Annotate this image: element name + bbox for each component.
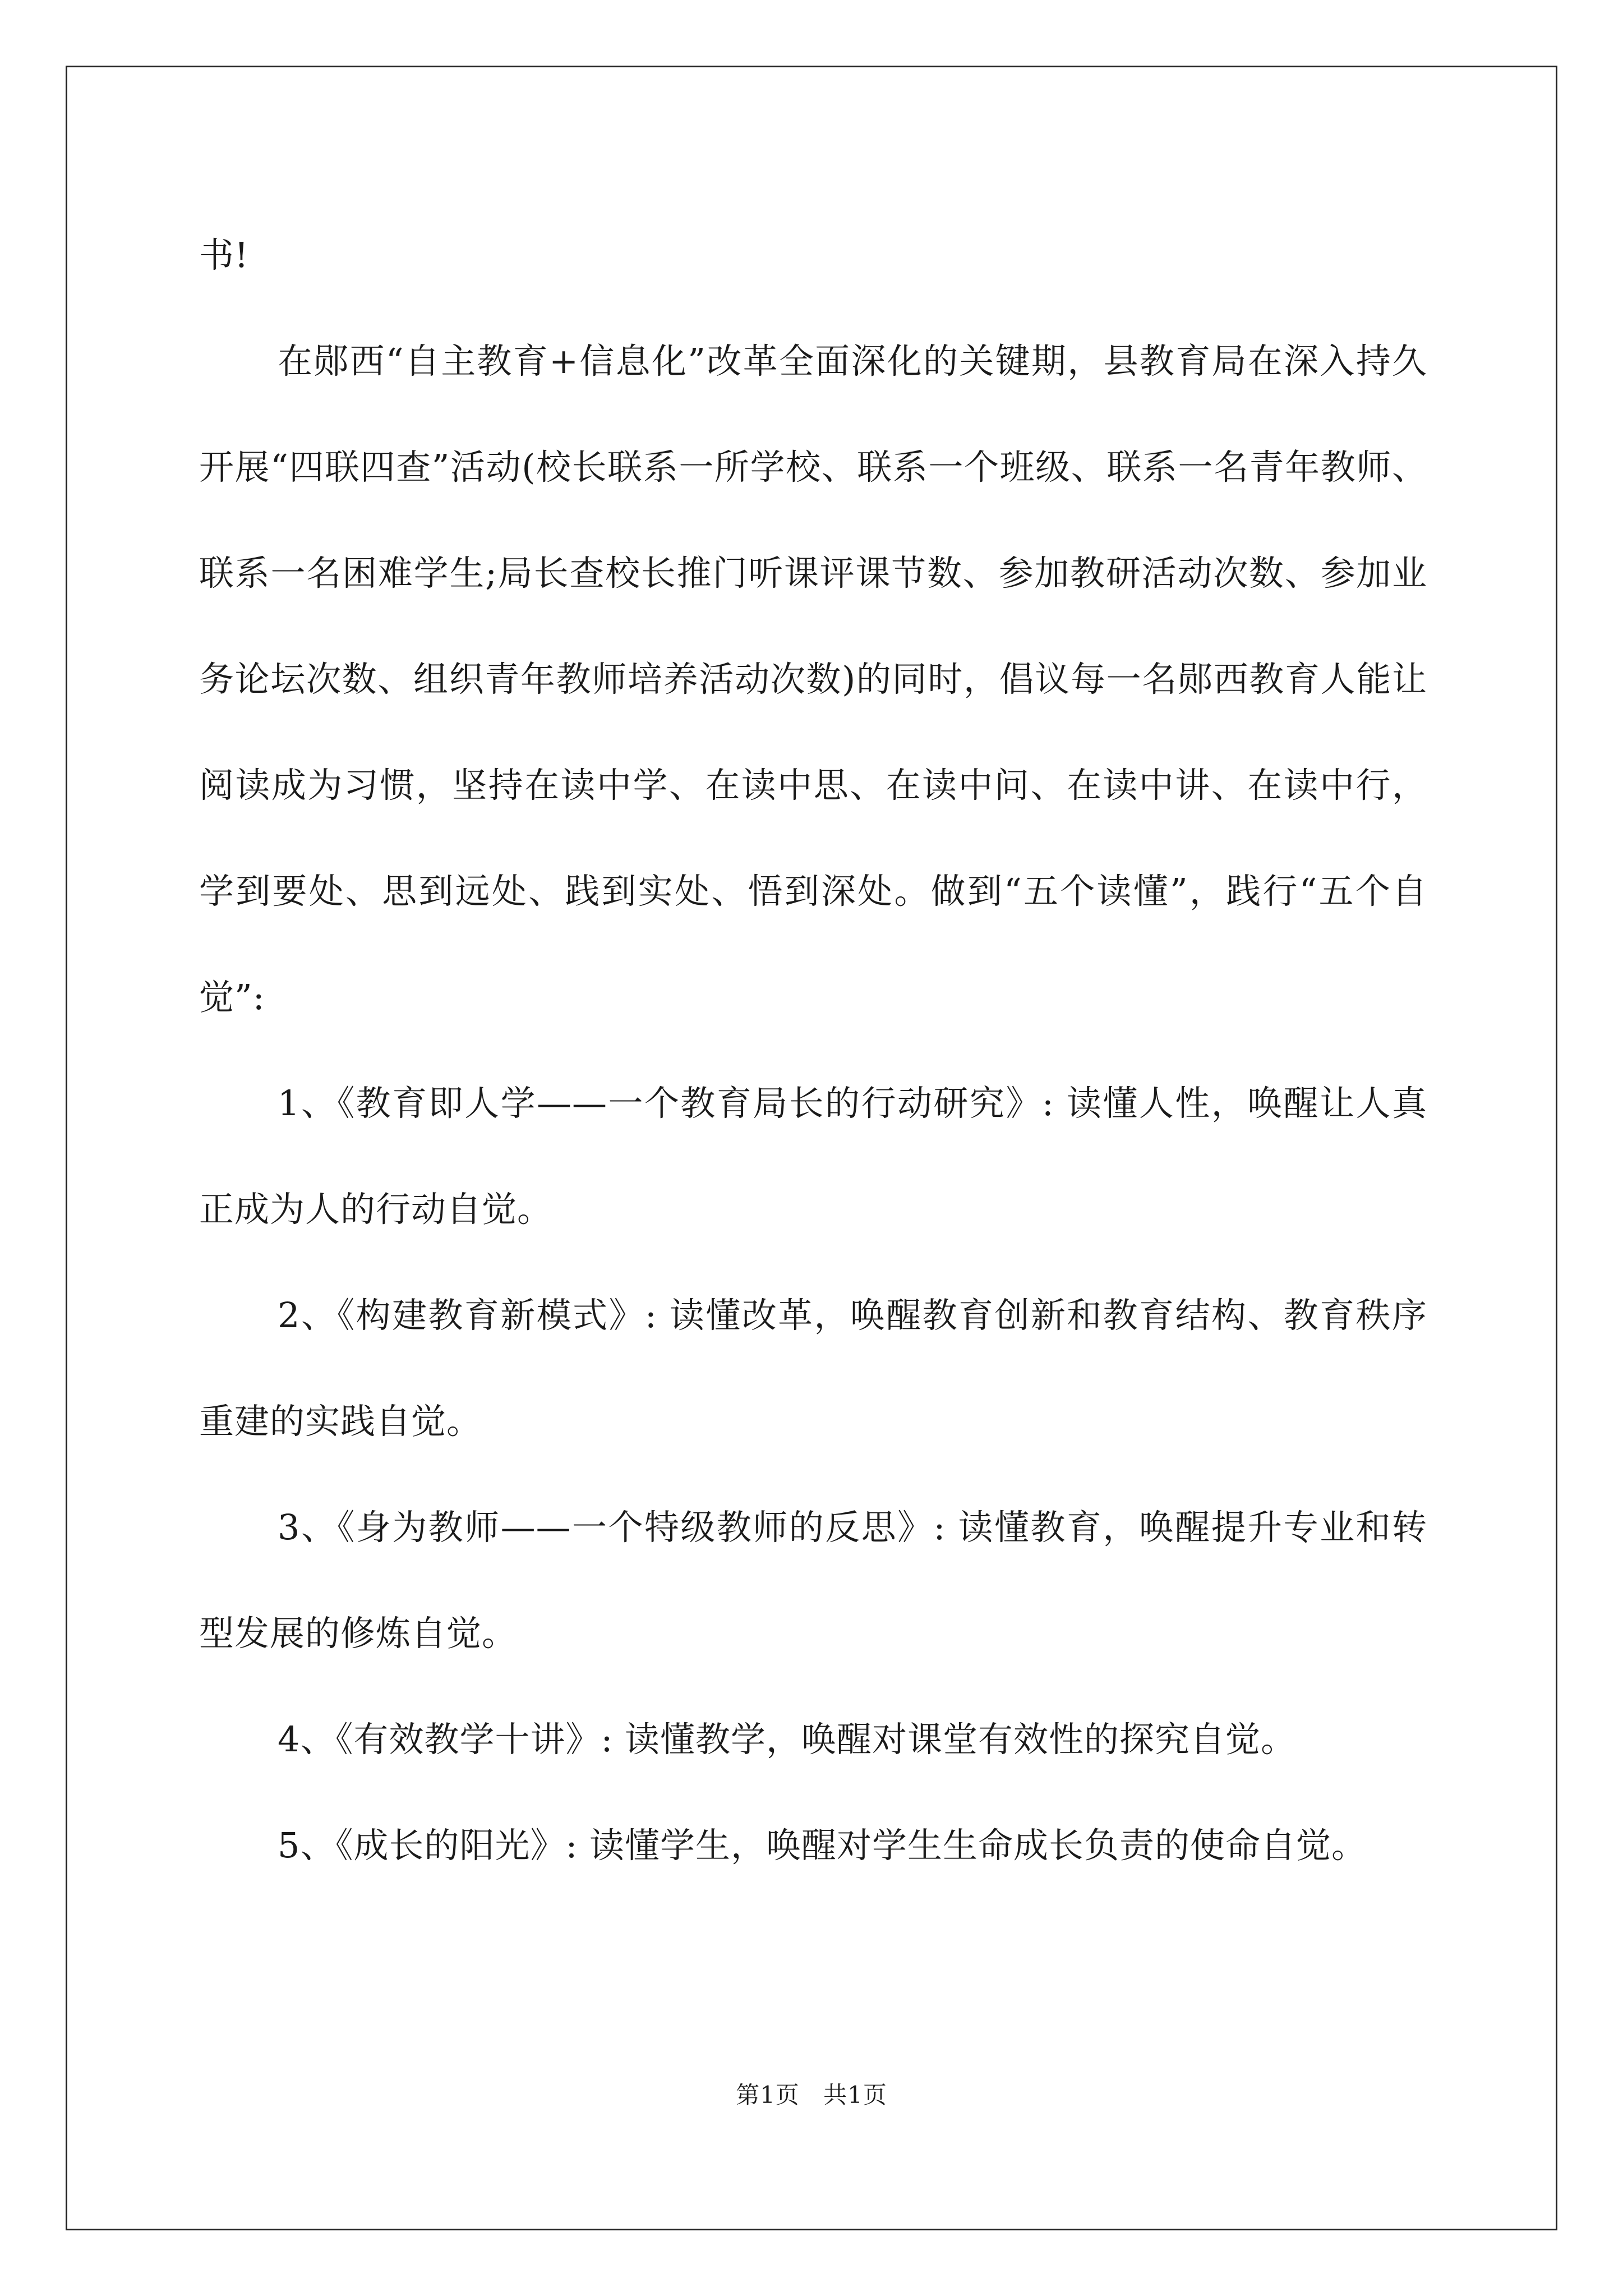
page-number-total: 共1页	[823, 2081, 887, 2109]
list-item-book-1: 1、《教育即人学——一个教育局长的行动研究》: 读懂人性，唤醒让人真正成为人的行动自觉。	[199, 1083, 1427, 1230]
paragraph-continuation: 书!	[199, 234, 249, 275]
document-body	[199, 202, 1427, 1898]
list-item-book-5: 5、《成长的阳光》: 读懂学生，唤醒对学生生命成长负责的使命自觉。	[278, 1825, 1367, 1866]
list-item-book-2: 2、《构建教育新模式》: 读懂改革，唤醒教育创新和教育结构、教育秩序重建的实践自觉。	[199, 1295, 1427, 1442]
paragraph-intro: 在郧西“自主教育+信息化”改革全面深化的关键期，县教育局在深入持久开展“四联四查”活动(校长联系一所学校、联系一个班级、联系一名青年教师、联系一名困难学生;局长查校长推门听课评课节数、参加教研活动次数、参加业务论坛次数、组织青年教师培养活动次数)的同时，倡议每一名郧西教育人能让阅读成为习惯，坚持在读中学、在读中思、在读中问、在读中讲、在读中行，学到要处、思到远处、践到实处、悟到深处。做到“五个读懂”，践行“五个自觉”:	[199, 341, 1427, 1018]
page-footer	[0, 2078, 1623, 2112]
page-number-current: 第1页	[736, 2081, 800, 2109]
list-item-book-4: 4、《有效教学十讲》: 读懂教学，唤醒对课堂有效性的探究自觉。	[278, 1719, 1297, 1760]
list-item-book-3: 3、《身为教师——一个特级教师的反思》: 读懂教育，唤醒提升专业和转型发展的修炼自觉。	[199, 1507, 1427, 1654]
